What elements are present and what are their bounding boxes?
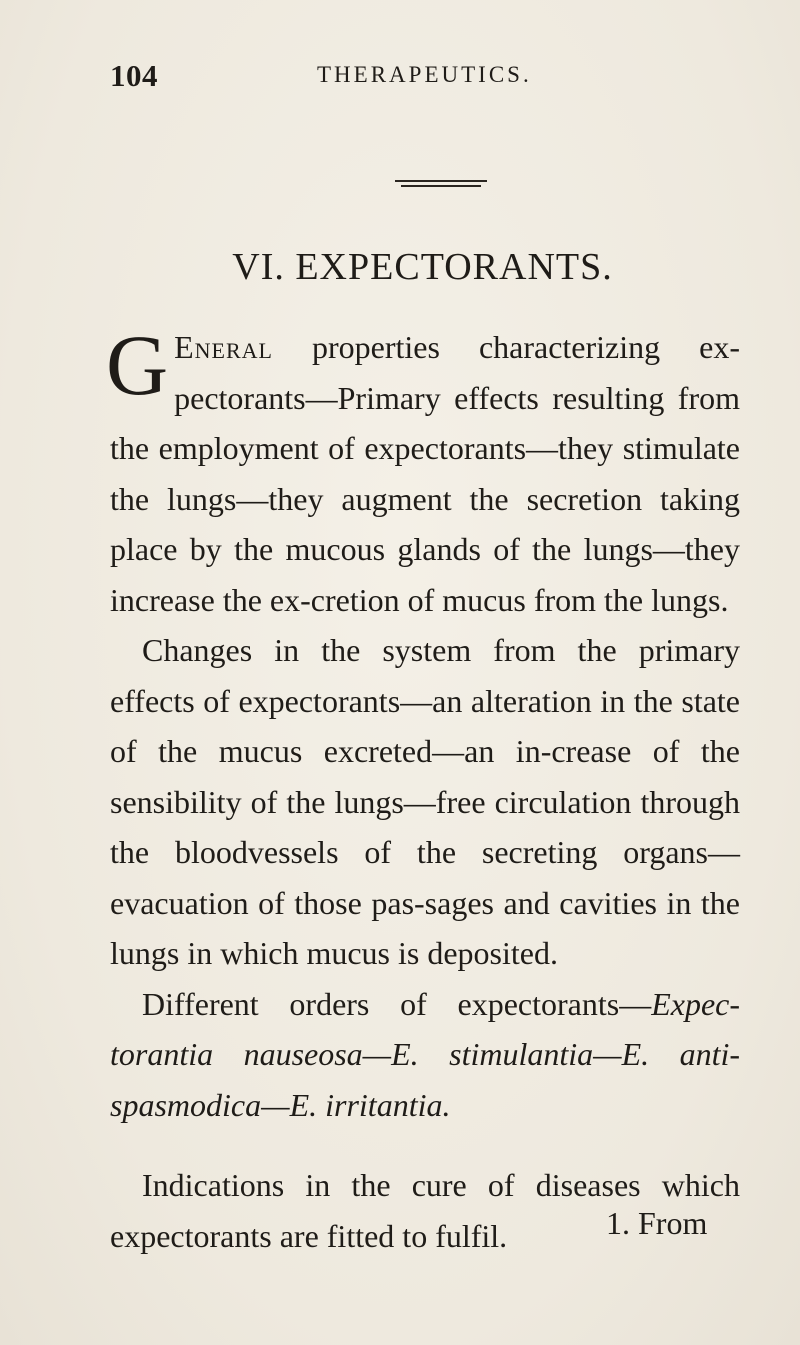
- paragraph-changes: [110, 625, 740, 979]
- paragraph-text: properties characterizing ex-pectorants—Primary effects resulting from the employment of expectorants—they stimulate the lungs—they augment the secretion taking place by the mucous glands of the lungs—they increase the ex-cretion of mucus from the lungs.: [110, 329, 740, 618]
- running-head: [110, 58, 750, 98]
- paragraph-gap: [110, 1130, 740, 1160]
- drop-cap: G: [106, 317, 169, 413]
- chapter-heading: VI. EXPECTORANTS.: [232, 246, 613, 288]
- paragraph-text: Changes in the system from the primary effects of expectorants—an alteration in the state of the mucus excreted—an in-crease of the sensibility of the lungs—free circulation through the bloodvessels of the secreting organs—evacuation of those pas-sages and cavities in the lungs in which mucus is deposited.: [110, 632, 740, 971]
- decorative-double-rule: [395, 180, 487, 188]
- running-title: THERAPEUTICS.: [317, 62, 532, 87]
- paragraph-text: Different orders of expectorants—: [142, 985, 652, 1022]
- latin-terms: Expec-torantia nauseosa—E. stimulantia—E. anti-spasmodica—E. irritantia.: [110, 985, 740, 1123]
- small-caps-word: Eneral: [174, 329, 273, 365]
- body-text: [106, 317, 740, 1261]
- rule-line-bottom: [401, 185, 481, 187]
- catchword: 1. From: [606, 1205, 708, 1241]
- rule-line-top: [395, 180, 487, 182]
- paragraph-orders: [110, 979, 740, 1131]
- paragraph-general-properties: [106, 317, 740, 625]
- paragraph-text: Indications in the cure of diseases which expectorants are fitted to fulfil.: [110, 1167, 740, 1254]
- page-number: 104: [110, 58, 158, 93]
